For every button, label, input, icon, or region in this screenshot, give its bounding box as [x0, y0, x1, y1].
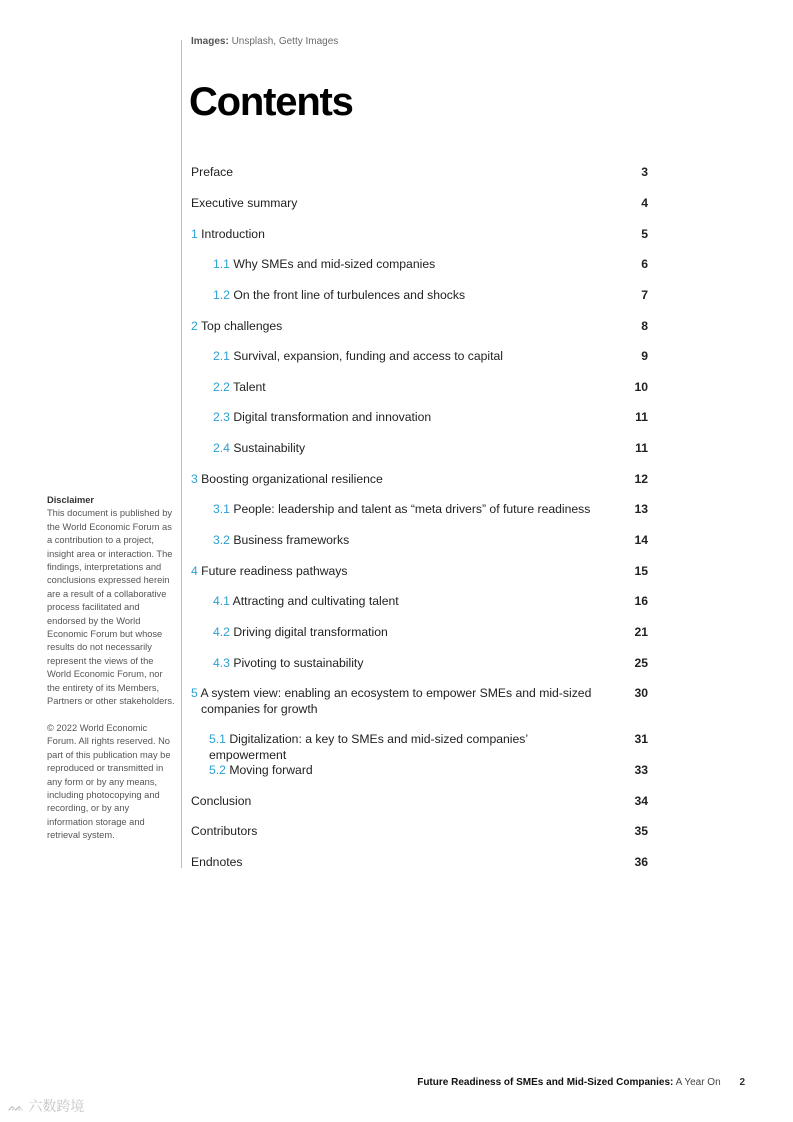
- page-footer: [417, 1077, 745, 1088]
- watermark: [8, 1096, 84, 1116]
- toc-entry[interactable]: [213, 287, 651, 303]
- toc-number: 2.4: [213, 441, 230, 455]
- toc-entry[interactable]: [213, 501, 651, 517]
- toc-page: 36: [634, 855, 648, 869]
- toc-number: 3.2: [213, 533, 230, 547]
- toc-entry[interactable]: [213, 655, 651, 671]
- image-credits-value: Unsplash, Getty Images: [231, 36, 339, 47]
- toc-label: Preface: [191, 165, 234, 179]
- toc-entry[interactable]: [191, 318, 651, 334]
- toc-label: Moving forward: [229, 763, 313, 777]
- toc-page: 7: [641, 288, 648, 302]
- toc-label: Endnotes: [191, 855, 243, 869]
- toc-label: Talent: [233, 380, 266, 394]
- toc-page: 25: [634, 656, 648, 670]
- toc-entry[interactable]: [209, 731, 651, 763]
- toc-entry[interactable]: [191, 685, 651, 717]
- toc-label: Why SMEs and mid-sized companies: [233, 257, 436, 271]
- toc-entry[interactable]: [213, 532, 651, 548]
- image-credits: [191, 36, 338, 47]
- toc-number: 3.1: [213, 502, 230, 516]
- toc-label: Sustainability: [233, 441, 306, 455]
- toc-number: 2: [191, 319, 198, 333]
- toc-page: 13: [634, 502, 648, 516]
- copyright-notice: © 2022 World Economic Forum. All rights reserved. No part of this publication may be reproduced or transmitted in any form or by any means, including photocopying and recording, or by any information storage and retrieval system.: [47, 722, 171, 841]
- toc-entry[interactable]: [213, 379, 651, 395]
- page-title: Contents: [189, 80, 353, 124]
- toc-number: 5: [191, 686, 198, 700]
- toc-entry[interactable]: [191, 195, 651, 211]
- toc-number: 4.1: [213, 594, 230, 608]
- toc-entry[interactable]: [209, 762, 651, 778]
- toc-number: 2.3: [213, 410, 230, 424]
- toc-page: 16: [634, 594, 648, 608]
- toc-number: 4.2: [213, 625, 230, 639]
- toc-label: Top challenges: [200, 319, 283, 333]
- toc-entry[interactable]: [191, 226, 651, 242]
- toc-label: Business frameworks: [233, 533, 350, 547]
- toc-page: 5: [641, 227, 648, 241]
- toc-label: Introduction: [201, 227, 265, 241]
- toc-number: 4: [191, 564, 198, 578]
- toc-page: 33: [634, 763, 648, 777]
- toc-page: 11: [635, 441, 648, 455]
- toc-entry[interactable]: [191, 164, 651, 180]
- page-number: 2: [739, 1077, 745, 1088]
- toc-entry[interactable]: [191, 823, 651, 839]
- toc-page: 34: [634, 794, 648, 808]
- toc-entry[interactable]: [213, 624, 651, 640]
- toc-label: Survival, expansion, funding and access to capital: [233, 349, 503, 363]
- toc-number: 5.2: [209, 763, 226, 777]
- toc-entry[interactable]: [191, 471, 651, 487]
- toc-label: Contributors: [191, 824, 258, 838]
- watermark-logo-icon: ᨐ: [8, 1098, 25, 1114]
- toc-label: Executive summary: [191, 196, 298, 210]
- toc-label: A system view: enabling an ecosystem to empower SMEs and mid-sized companies for growth: [200, 686, 592, 716]
- toc-number: 1.1: [213, 257, 230, 271]
- toc-page: 35: [634, 824, 648, 838]
- toc-number: 1.2: [213, 288, 230, 302]
- toc-page: 6: [641, 257, 648, 271]
- toc-entry[interactable]: [213, 593, 651, 609]
- toc-number: 3: [191, 472, 198, 486]
- footer-title: Future Readiness of SMEs and Mid-Sized Companies:: [417, 1077, 674, 1088]
- toc-label: Future readiness pathways: [201, 564, 348, 578]
- toc-label: Driving digital transformation: [233, 625, 388, 639]
- toc-number: 5.1: [209, 732, 226, 746]
- toc-number: 1: [191, 227, 198, 241]
- toc-label: Digitalization: a key to SMEs and mid-sized companies’ empowerment: [209, 732, 528, 762]
- toc-number: 2.2: [213, 380, 230, 394]
- toc-entry[interactable]: [213, 256, 651, 272]
- toc-page: 12: [634, 472, 648, 486]
- toc-label: Digital transformation and innovation: [233, 410, 432, 424]
- toc-page: 11: [635, 410, 648, 424]
- disclaimer-body: This document is published by the World Economic Forum as a contribution to a project, insight area or interaction. The findings, interpretations and conclusions expressed herein are a result of a collaborative process facilitated and endorsed by the World Economic Forum but whose results do not necessarily represent the views of the World Economic Forum, nor the entirety of its Members, Partners or other stakeholders.: [47, 508, 175, 707]
- toc-page: 31: [634, 732, 648, 746]
- toc-page: 30: [634, 686, 648, 700]
- image-credits-label: Images:: [191, 36, 229, 47]
- vertical-divider: [181, 40, 182, 868]
- toc-page: 8: [641, 319, 648, 333]
- toc-entry[interactable]: [213, 440, 651, 456]
- footer-subtitle: A Year On: [675, 1077, 721, 1088]
- toc-entry[interactable]: [213, 409, 651, 425]
- disclaimer: [47, 494, 175, 856]
- toc-page: 3: [641, 165, 648, 179]
- toc-label: Conclusion: [191, 794, 252, 808]
- toc-page: 15: [634, 564, 648, 578]
- toc-entry[interactable]: [191, 563, 651, 579]
- toc-page: 4: [641, 196, 648, 210]
- toc-label: Boosting organizational resilience: [201, 472, 383, 486]
- toc-page: 9: [641, 349, 648, 363]
- toc-page: 10: [634, 380, 648, 394]
- watermark-text: 六数跨境: [28, 1098, 85, 1114]
- toc-page: 14: [634, 533, 648, 547]
- toc-label: Attracting and cultivating talent: [232, 594, 399, 608]
- toc-label: On the front line of turbulences and shocks: [233, 288, 466, 302]
- toc-label: People: leadership and talent as “meta drivers” of future readiness: [233, 502, 591, 516]
- toc-number: 4.3: [213, 656, 230, 670]
- toc-entry[interactable]: [191, 793, 651, 809]
- toc-page: 21: [634, 625, 648, 639]
- toc-entry[interactable]: [191, 854, 651, 870]
- toc-label: Pivoting to sustainability: [233, 656, 364, 670]
- toc-entry[interactable]: [213, 348, 651, 364]
- toc-number: 2.1: [213, 349, 230, 363]
- disclaimer-title: Disclaimer: [47, 495, 95, 505]
